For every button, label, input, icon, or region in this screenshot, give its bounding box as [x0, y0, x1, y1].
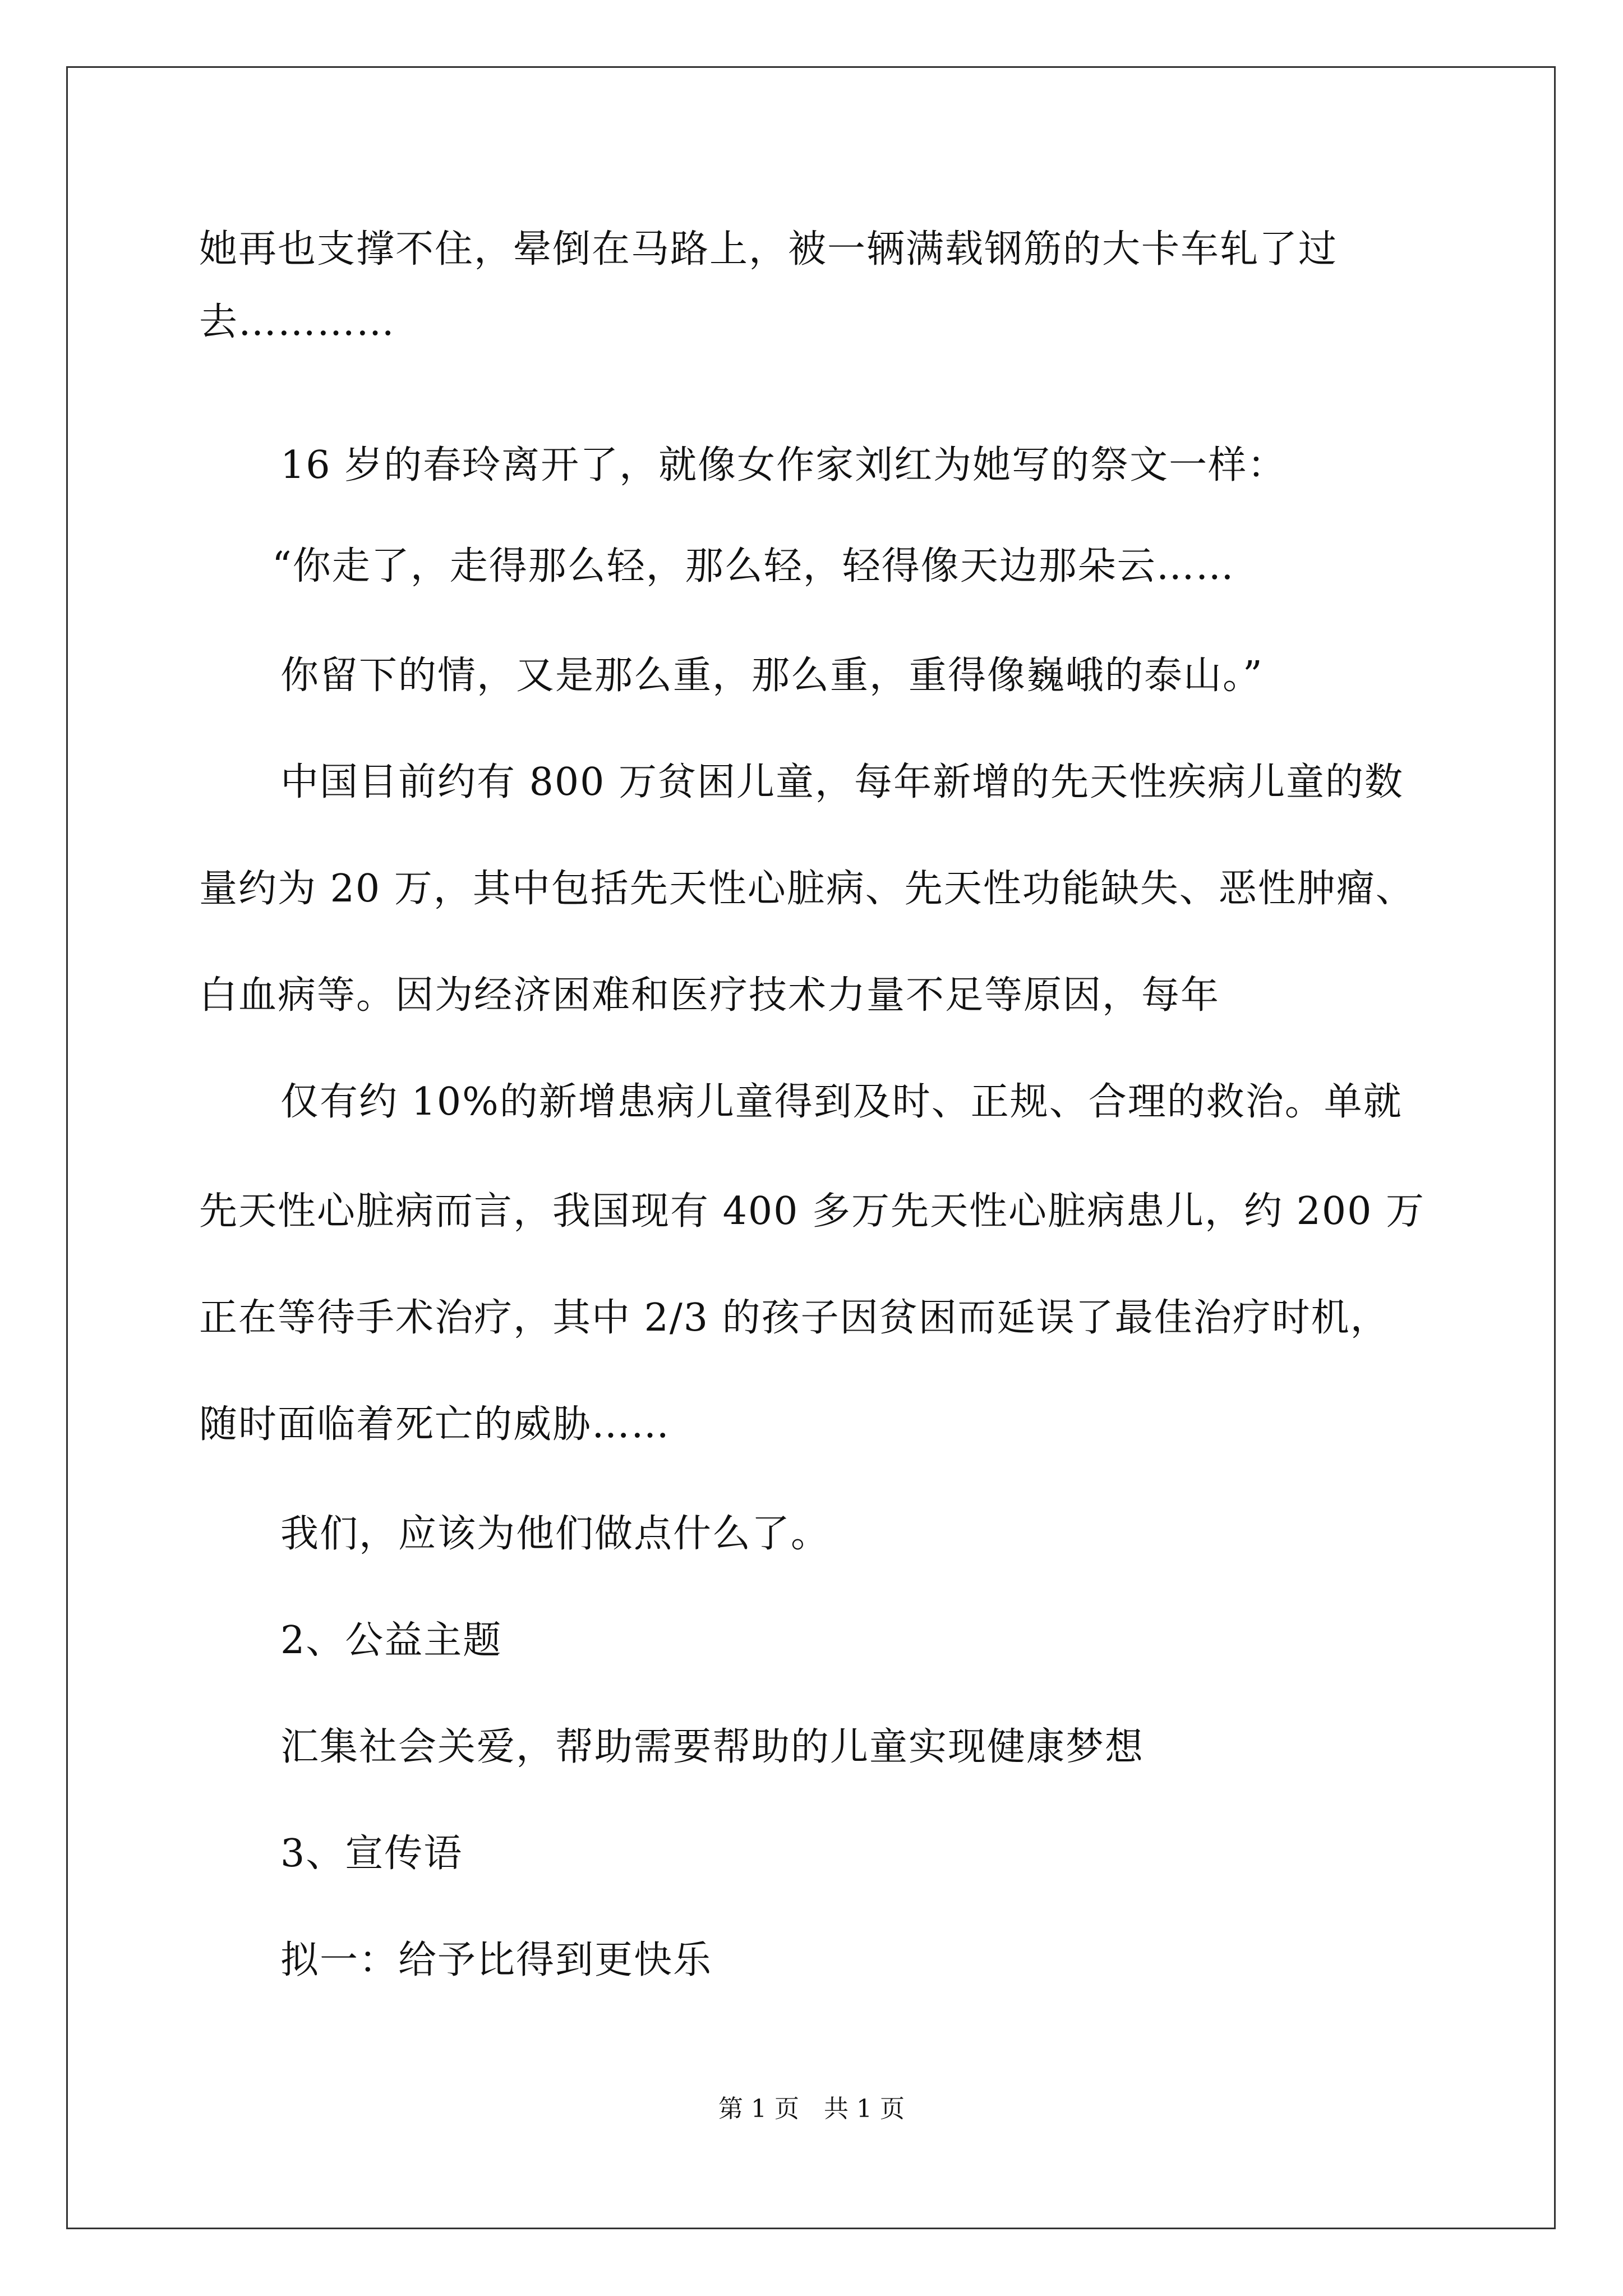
body-text-line: 仅有约 10%的新增患病儿童得到及时、正规、合理的救治。单就 — [280, 1080, 1403, 1124]
body-text-line: 正在等待手术治疗，其中 2/3 的孩子因贫困而延误了最佳治疗时机， — [199, 1296, 1390, 1340]
section-heading: 2、公益主题 — [280, 1618, 502, 1663]
quote-line: “你走了，走得那么轻，那么轻，轻得像天边那朵云…… — [272, 544, 1235, 588]
page-number-footer: 第 1 页 共 1 页 — [718, 2095, 905, 2123]
body-text-line: 汇集社会关爱，帮助需要帮助的儿童实现健康梦想 — [280, 1725, 1145, 1769]
body-text-line: 她再也支撑不住，晕倒在马路上，被一辆满载钢筋的大卡车轧了过 — [199, 227, 1338, 272]
body-text-line: 中国目前约有 800 万贫困儿童，每年新增的先天性疾病儿童的数 — [280, 760, 1404, 804]
body-text-line: 先天性心脏病而言，我国现有 400 多万先天性心脏病患儿，约 200 万 — [199, 1189, 1426, 1234]
quote-line: 你留下的情，又是那么重，那么重，重得像巍峨的泰山。” — [280, 654, 1264, 698]
body-text-line: 去………… — [199, 300, 396, 344]
page-border — [66, 66, 1556, 2229]
body-text-line: 拟一：给予比得到更快乐 — [280, 1938, 713, 1982]
body-text-line: 白血病等。因为经济困难和医疗技术力量不足等原因，每年 — [199, 973, 1220, 1018]
body-text-line: 我们，应该为他们做点什么了。 — [280, 1512, 831, 1556]
body-text-line: 随时面临着死亡的威胁…… — [199, 1402, 671, 1447]
section-heading: 3、宣传语 — [280, 1832, 463, 1876]
body-text-line: 量约为 20 万，其中包括先天性心脏病、先天性功能缺失、恶性肿瘤、 — [199, 867, 1415, 911]
body-text-line: 16 岁的春玲离开了，就像女作家刘红为她写的祭文一样： — [280, 443, 1287, 487]
